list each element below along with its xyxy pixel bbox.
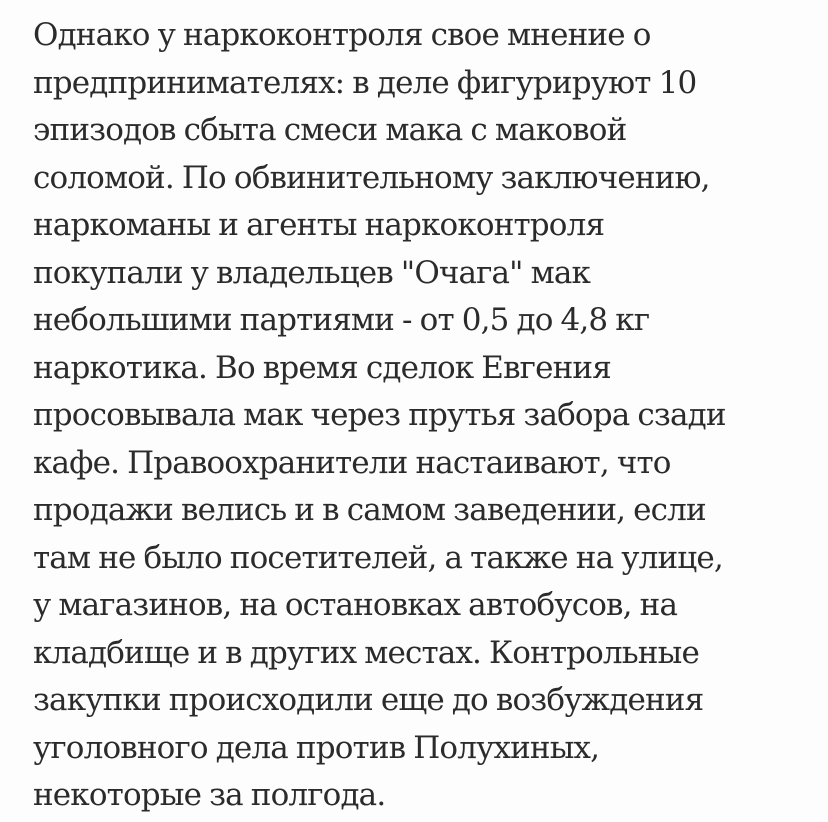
text-line: Однако у наркоконтроля свое мнение о <box>33 17 651 53</box>
text-line: предпринимателях: в деле фигурируют 10 <box>33 64 697 101</box>
text-line: наркотика. Во время сделок Евгения <box>33 349 611 386</box>
text-line: кафе. Правоохранители настаивают, что <box>33 444 671 481</box>
text-line: наркоманы и агенты наркоконтроля <box>33 207 605 243</box>
article-paragraph <box>33 12 823 820</box>
text-line: у магазинов, на остановках автобусов, на <box>33 587 678 623</box>
text-line: закупки происходили еще до возбуждения <box>33 682 704 718</box>
text-line: небольшими партиями - от 0,5 до 4,8 кг <box>33 302 650 338</box>
text-line: эпизодов сбыта смеси мака с маковой <box>33 112 627 148</box>
text-line: уголовного дела против Полухиных, <box>33 729 600 766</box>
text-line: покупали у владельцев "Очага" мак <box>33 254 591 291</box>
text-line: просовывала мак через прутья забора сзади <box>33 397 726 433</box>
text-line: продажи велись и в самом заведении, если <box>33 492 706 528</box>
text-line: там не было посетителей, а также на улице, <box>33 539 723 576</box>
text-line: некоторые за полгода. <box>33 777 386 813</box>
text-line: соломой. По обвинительному заключению, <box>33 159 710 196</box>
text-line: кладбище и в других местах. Контрольные <box>33 634 699 671</box>
